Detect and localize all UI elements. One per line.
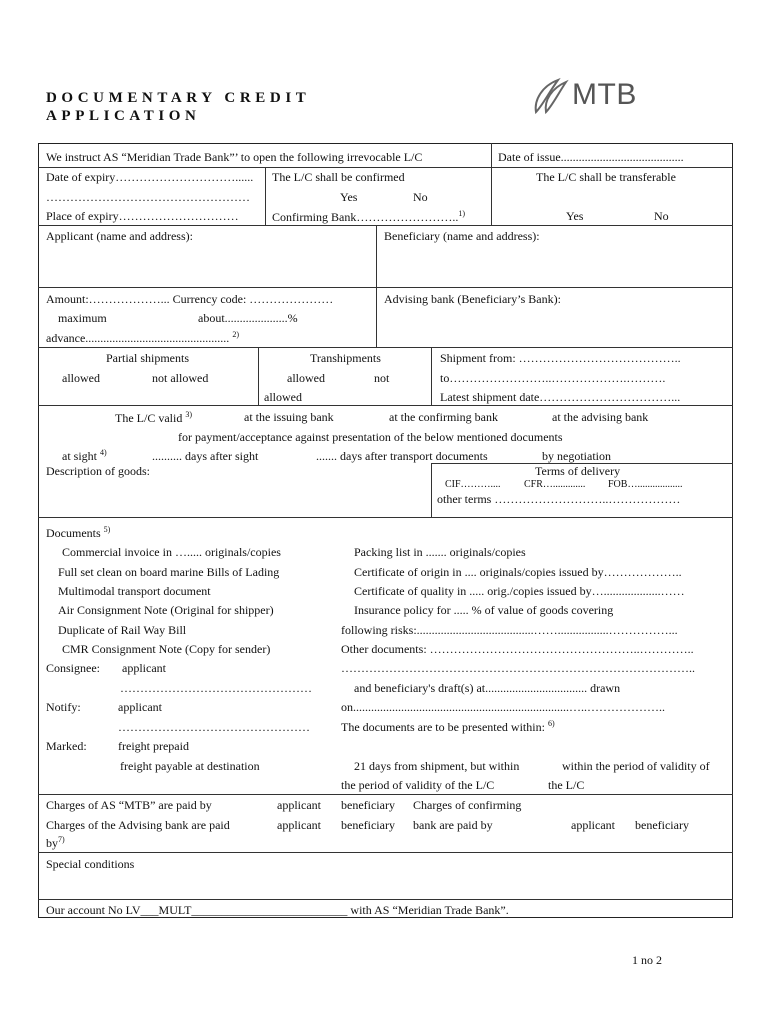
divider xyxy=(38,852,733,853)
confirming-charges-applicant-option[interactable]: applicant xyxy=(571,818,615,832)
notify-label: Notify: xyxy=(46,700,81,714)
presentation-21-days-option[interactable]: 21 days from shipment, but within xyxy=(354,759,520,773)
other-documents-field[interactable]: Other documents: ……………………………………………..………….. xyxy=(341,642,694,656)
transhipments-not-allowed-continued[interactable]: allowed xyxy=(264,390,302,404)
fob-option[interactable]: FOB….................. xyxy=(608,479,683,490)
latest-shipment-date-field[interactable]: Latest shipment date……………………………... xyxy=(440,390,681,404)
marked-label: Marked: xyxy=(46,739,87,753)
advising-charges-beneficiary-option[interactable]: beneficiary xyxy=(341,818,395,832)
maximum-option[interactable]: maximum xyxy=(58,311,107,325)
at-sight-option[interactable]: at sight $^{4)}$ xyxy=(62,448,107,463)
presentation-within-validity-continued: the L/C xyxy=(548,778,585,792)
shipment-to-field[interactable]: to……………………..……………….………. xyxy=(440,371,666,385)
divider xyxy=(431,463,432,517)
freight-payable-option[interactable]: freight payable at destination xyxy=(120,759,260,773)
divider xyxy=(265,167,266,225)
divider xyxy=(258,347,259,405)
drawn-on-field[interactable]: on........................................................................…..……………….. xyxy=(341,700,665,714)
days-after-sight-option[interactable]: .......... days after sight xyxy=(152,449,259,463)
days-after-transport-option[interactable]: ....... days after transport documents xyxy=(316,449,488,463)
amount-field[interactable]: Amount:………………... Currency code: ………………… xyxy=(46,292,334,306)
multimodal-transport-option[interactable]: Multimodal transport document xyxy=(58,584,211,598)
divider xyxy=(491,143,492,167)
charges-advising-label: Charges of the Advising bank are paid xyxy=(46,818,230,832)
page-number: 1 no 2 xyxy=(632,953,662,967)
lc-valid-label: The L/C valid $^{3)}$ xyxy=(115,410,192,425)
air-consignment-option[interactable]: Air Consignment Note (Original for shipper) xyxy=(58,603,274,617)
divider xyxy=(38,287,733,288)
our-account-field[interactable]: Our account No LV___MULT__________________________ with AS “Meridian Trade Bank”. xyxy=(46,903,509,917)
form-title-line2: APPLICATION xyxy=(46,108,201,124)
certificate-origin-option[interactable]: Certificate of origin in .... originals/copies issued by……………….. xyxy=(354,565,682,579)
about-option[interactable]: about.....................% xyxy=(198,311,298,325)
description-of-goods-field[interactable]: Description of goods: xyxy=(46,464,150,478)
mtb-logo xyxy=(528,76,640,116)
divider xyxy=(38,167,733,168)
insurance-policy-option[interactable]: Insurance policy for ..... % of value of goods covering xyxy=(354,603,614,617)
cif-option[interactable]: CIF……….... xyxy=(445,479,501,490)
beneficiary-field[interactable]: Beneficiary (name and address): xyxy=(384,229,540,243)
bills-of-lading-option[interactable]: Full set clean on board marine Bills of Lading xyxy=(58,565,280,579)
presented-within-label: The documents are to be presented within: $^{6)}$ xyxy=(341,719,555,734)
logo-text: MTB xyxy=(572,78,637,111)
packing-list-option[interactable]: Packing list in ....... originals/copies xyxy=(354,545,526,559)
valid-issuing-bank-option[interactable]: at the issuing bank xyxy=(244,410,334,424)
divider xyxy=(38,405,733,406)
charges-confirming-label-2: bank are paid by xyxy=(413,818,493,832)
other-terms-field[interactable]: other terms ………………………..……………… xyxy=(437,492,681,506)
divider xyxy=(38,899,733,900)
charges-advising-by: $by^{7)}$ xyxy=(46,835,65,850)
partial-shipments-label: Partial shipments xyxy=(106,351,189,365)
certificate-quality-option[interactable]: Certificate of quality in ..... orig./copies issued by…...................…… xyxy=(354,584,685,598)
leaf-logo-icon xyxy=(528,76,572,116)
cfr-option[interactable]: CFR…............. xyxy=(524,479,586,490)
presentation-21-days-continued: the period of validity of the L/C xyxy=(341,778,495,792)
transhipments-allowed-option[interactable]: allowed xyxy=(287,371,325,385)
date-of-expiry-continued[interactable]: …………………………………………… xyxy=(46,190,250,204)
divider xyxy=(38,347,733,348)
cmr-consignment-option[interactable]: CMR Consignment Note (Copy for sender) xyxy=(62,642,271,656)
confirmed-label: The L/C shall be confirmed xyxy=(272,170,405,184)
notify-field[interactable]: ………………………………………… xyxy=(118,720,310,734)
shipment-from-field[interactable]: Shipment from: ………………………………….. xyxy=(440,351,681,365)
divider xyxy=(431,347,432,405)
advance-field[interactable]: advance................................................ $^{2)}$ xyxy=(46,330,239,345)
transferable-no-option[interactable]: No xyxy=(654,209,669,223)
divider xyxy=(491,167,492,225)
confirming-charges-beneficiary-option[interactable]: beneficiary xyxy=(635,818,689,832)
transferable-label: The L/C shall be transferable xyxy=(536,170,676,184)
advising-bank-field[interactable]: Advising bank (Beneficiary’s Bank): xyxy=(384,292,561,306)
applicant-field[interactable]: Applicant (name and address): xyxy=(46,229,193,243)
confirmed-yes-option[interactable]: Yes xyxy=(340,190,358,204)
confirmed-no-option[interactable]: No xyxy=(413,190,428,204)
partial-not-allowed-option[interactable]: not allowed xyxy=(152,371,209,385)
notify-applicant-option[interactable]: applicant xyxy=(118,700,162,714)
advising-charges-applicant-option[interactable]: applicant xyxy=(277,818,321,832)
divider xyxy=(38,225,733,226)
rail-way-bill-option[interactable]: Duplicate of Rail Way Bill xyxy=(58,623,187,637)
date-of-issue-field[interactable]: Date of issue......................................... xyxy=(498,150,684,164)
valid-confirming-bank-option[interactable]: at the confirming bank xyxy=(389,410,498,424)
divider xyxy=(38,517,733,518)
by-negotiation-option[interactable]: by negotiation xyxy=(542,449,611,463)
partial-allowed-option[interactable]: allowed xyxy=(62,371,100,385)
terms-of-delivery-label: Terms of delivery xyxy=(535,464,621,478)
instruct-text: We instruct AS “Meridian Trade Bank”’ to open the following irrevocable L/C xyxy=(46,150,423,164)
transhipments-label: Transhipments xyxy=(310,351,381,365)
commercial-invoice-option[interactable]: Commercial invoice in …..... originals/copies xyxy=(62,545,281,559)
consignee-label: Consignee: xyxy=(46,661,100,675)
confirming-bank-field[interactable]: Confirming Bank……………………..$^{1)}$ xyxy=(272,209,465,224)
following-risks-field[interactable]: following risks:.......................................…….................……………... xyxy=(341,623,678,637)
date-of-expiry-field[interactable]: Date of expiry…………………………...... xyxy=(46,170,254,184)
transhipments-not-option[interactable]: not xyxy=(374,371,390,385)
consignee-applicant-option[interactable]: applicant xyxy=(122,661,166,675)
divider xyxy=(376,225,377,347)
freight-prepaid-option[interactable]: freight prepaid xyxy=(118,739,189,753)
payment-text: for payment/acceptance against presentation of the below mentioned documents xyxy=(178,430,563,444)
place-of-expiry-field[interactable]: Place of expiry………………………… xyxy=(46,209,239,223)
form-title-line1: DOCUMENTARY CREDIT xyxy=(46,90,311,106)
divider xyxy=(38,794,733,795)
beneficiary-draft-option[interactable]: and beneficiary's draft(s) at.................................. drawn xyxy=(354,681,621,695)
charges-confirming-label: Charges of confirming xyxy=(413,798,522,812)
mtb-charges-beneficiary-option[interactable]: beneficiary xyxy=(341,798,395,812)
special-conditions-field[interactable]: Special conditions xyxy=(46,857,135,871)
mtb-charges-applicant-option[interactable]: applicant xyxy=(277,798,321,812)
other-documents-continued[interactable]: …………………………………………………………………………….. xyxy=(341,661,695,675)
documents-label: Documents $^{5)}$ xyxy=(46,525,111,540)
presentation-within-validity-option[interactable]: within the period of validity of xyxy=(562,759,710,773)
charges-mtb-label: Charges of AS “MTB” are paid by xyxy=(46,798,212,812)
transferable-yes-option[interactable]: Yes xyxy=(566,209,584,223)
valid-advising-bank-option[interactable]: at the advising bank xyxy=(552,410,649,424)
consignee-field[interactable]: ………………………………………… xyxy=(120,681,312,695)
